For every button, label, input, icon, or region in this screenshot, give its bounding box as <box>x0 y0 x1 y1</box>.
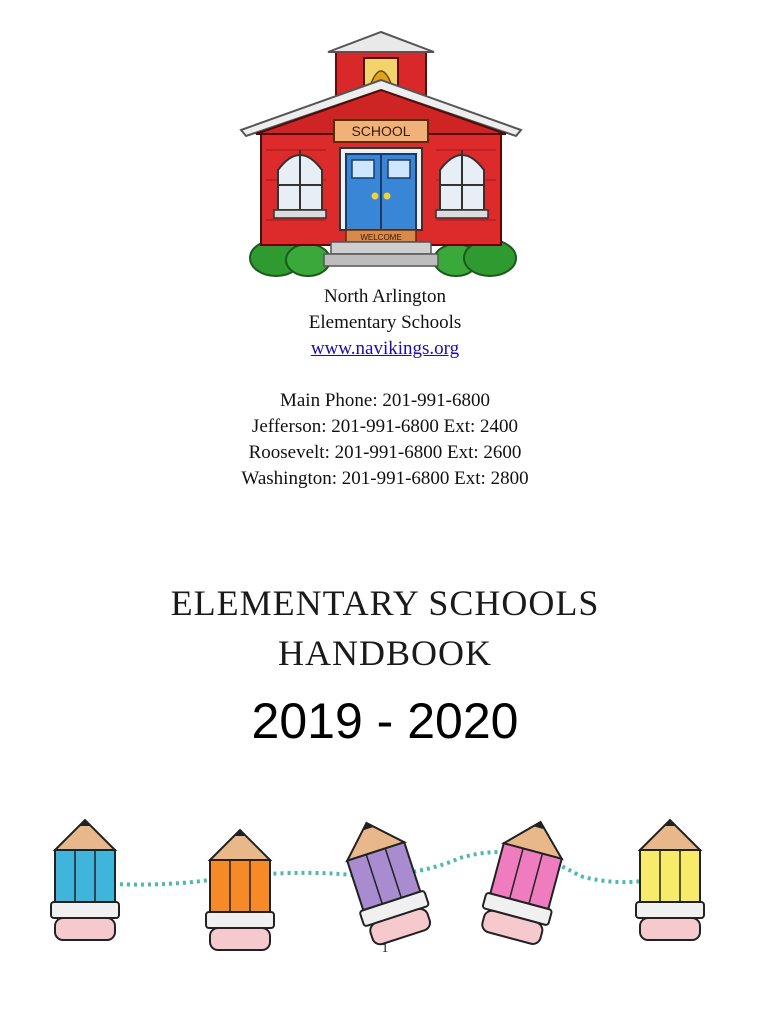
school-name-block <box>0 284 770 336</box>
pencil-5 <box>636 820 704 940</box>
contact-jefferson: Jefferson: 201-991-6800 Ext: 2400 <box>251 416 519 437</box>
contact-list <box>0 388 770 492</box>
pencil-1 <box>51 820 119 940</box>
handbook-title-line2: HANDBOOK <box>278 633 492 673</box>
page-number: 1 <box>381 940 389 955</box>
pencils-illustration <box>40 810 730 960</box>
school-year: 2019 - 2020 <box>251 693 519 749</box>
pencil-4 <box>477 813 574 947</box>
handbook-title-line1: ELEMENTARY SCHOOLS <box>170 583 600 623</box>
school-name-line1: North Arlington <box>324 286 446 307</box>
website-block <box>0 336 770 362</box>
website-link[interactable]: www.navikings.org <box>310 338 460 359</box>
school-sign-text: SCHOOL <box>351 123 411 139</box>
contact-roosevelt: Roosevelt: 201-991-6800 Ext: 2600 <box>248 442 522 463</box>
welcome-mat-text: WELCOME <box>360 233 402 242</box>
school-name-line2: Elementary Schools <box>308 312 462 333</box>
school-house-illustration <box>236 30 526 280</box>
pencil-3 <box>334 812 436 947</box>
pencil-2 <box>206 830 274 950</box>
contact-main-phone: Main Phone: 201-991-6800 <box>279 390 491 411</box>
contact-washington: Washington: 201-991-6800 Ext: 2800 <box>241 468 529 489</box>
